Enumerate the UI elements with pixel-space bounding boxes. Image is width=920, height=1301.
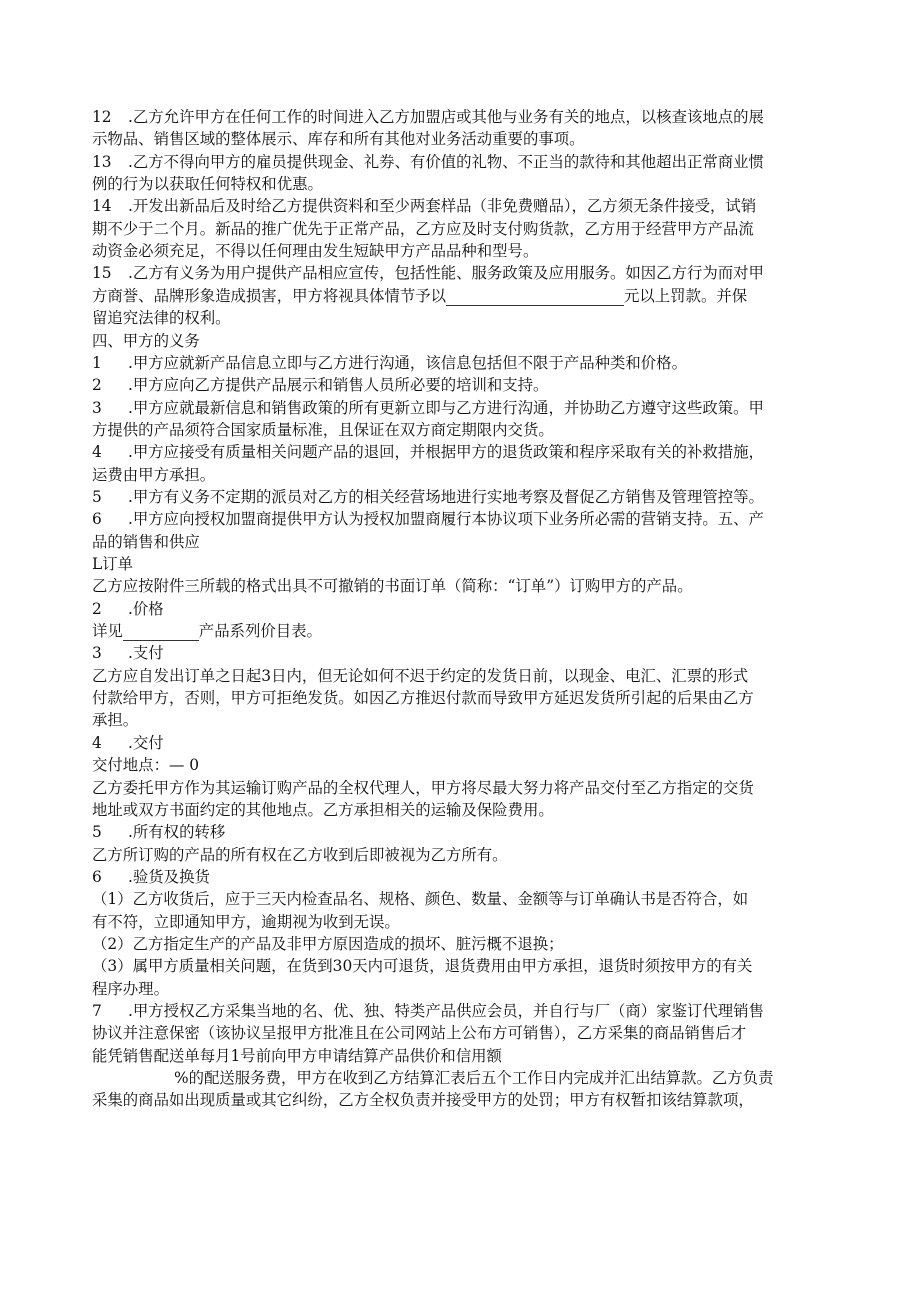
item-number: 1 [92,353,102,372]
line-text: 例的行为以获取任何特权和优惠。 [92,175,323,194]
text-line [92,219,754,239]
line-text: 交付地点：— 0 [92,756,200,775]
text-line [92,755,199,775]
line-text: .支付 [128,644,164,663]
line-text: 乙方应按附件三所载的格式出具不可撤销的书面订单（简称：“订单”）订购甲方的产品。 [92,577,693,596]
text-line [92,666,748,686]
text-line [92,979,169,999]
line-text: 动资金必须充足，不得以任何理由发生短缺甲方产品品种和型号。 [92,242,539,261]
text-line [92,129,585,149]
line-text: 品的销售和供应 [92,532,200,551]
text-line [92,465,215,485]
text-line [92,263,764,283]
line-text: 有不符，立即通知甲方，逾期视为收到无误。 [92,912,400,931]
line-text: .甲方应就新产品信息立即与乙方进行沟通，该信息包括但不限于产品种类和价格。 [128,353,687,372]
text-line [92,934,564,954]
item-number: 3 [92,398,102,417]
line-text: .乙方允许甲方在任何工作的时间进入乙方加盟店或其他与业务有关的地点，以核查该地点的展 [128,108,764,126]
line-text: 示物品、销售区域的整体展示、库存和所有其他对业务活动重要的事项。 [92,130,585,149]
line-text: （2）乙方指定生产的产品及非甲方原因造成的损坏、脏污概不退换； [92,934,564,953]
line-text: 方商誉、品牌形象造成损害，甲方将视具体情节予以 [92,286,446,305]
line-text: 程序办理。 [92,979,169,998]
line-text: 期不少于二个月。新品的推广优先于正常产品，乙方应及时支付购货款，乙方用于经营甲方产品流 [92,219,754,238]
line-text: %的配送服务费，甲方在收到乙方结算汇表后五个工作日内完成并汇出结算款。乙方负责 [174,1069,774,1088]
text-line [92,532,200,552]
item-number: 2 [92,599,102,618]
text-line [92,710,138,730]
line-text: .所有权的转移 [128,823,226,842]
item-number: 12 [92,108,112,126]
line-text: .开发出新品后及时给乙方提供资料和至少两套样品（非免费赠品），乙方须无条件接受，试销 [128,197,757,216]
text-line [92,800,554,820]
text-line [92,286,747,306]
text-line [92,778,754,798]
line-text: 付款给甲方，否则，甲方可拒绝发货。如因乙方推迟付款而导致甲方延迟发货所引起的后果由乙方 [92,689,754,708]
line-text: 能凭销售配送单每月1号前向甲方申请结算产品供价和信用额 [92,1046,502,1065]
line-text: （1）乙方收货后，应于三天内检查品名、规格、颜色、数量、金额等与订单确认书是否符合，如 [92,890,749,909]
text-line [92,867,210,887]
line-text-after-blank: 元以上罚款。并保 [624,286,748,305]
line-text: 方提供的产品须符合国家质量标准，且保证在双方商定期限内交货。 [92,420,554,439]
line-text: （3）属甲方质量相关问题，在货到30天内可退货，退货费用由甲方承担，退货时须按甲方的有关 [92,957,753,976]
text-line [92,912,400,932]
text-line [92,308,231,328]
item-number: 2 [92,376,102,395]
text-line [92,643,164,663]
text-line [92,420,554,440]
text-line [92,599,164,619]
line-text: 详见 [92,622,123,641]
line-text: .乙方有义务为用户提供产品相应宣传，包括性能、服务政策及应用服务。如因乙方行为而对甲 [128,264,764,283]
text-line [92,174,323,194]
line-text: .甲方应向乙方提供产品展示和销售人员所必要的培训和支持。 [128,376,549,395]
line-text: 承担。 [92,711,139,730]
text-line [92,822,225,842]
item-number: 5 [92,823,102,842]
item-number: 4 [92,443,102,462]
text-line [92,353,687,373]
text-line [92,509,764,529]
fill-in-blank [123,624,199,641]
text-line [92,398,764,418]
text-line [92,1023,746,1043]
line-text: 地址或双方书面约定的其他地点。乙方承担相关的运输及保险费用。 [92,800,554,819]
line-text-after-blank: 产品系列价目表。 [198,622,322,641]
text-line [92,576,693,596]
line-text: L订单 [92,555,134,573]
line-text: 四、甲方的义务 [92,331,200,350]
line-text: 运费由甲方承担。 [92,465,216,484]
line-text: 乙方委托甲方作为其运输订购产品的全权代理人，甲方将尽最大努力将产品交付至乙方指定的交货 [92,778,754,797]
line-text: .验货及换货 [128,867,210,886]
line-text: .甲方应向授权加盟商提供甲方认为授权加盟商履行本协议项下业务所必需的营销支持。五、产 [128,510,764,529]
text-line [92,956,752,976]
line-text: .甲方授权乙方采集当地的名、优、独、特类产品供应会员，并自行与厂（商）家鉴订代理销售 [128,1002,764,1020]
text-line [174,1068,773,1088]
text-line [92,889,748,909]
item-number: 5 [92,487,102,506]
text-line [92,375,548,395]
line-text: 乙方所订购的产品的所有权在乙方收到后即被视为乙方所有。 [92,845,508,864]
text-line [92,554,133,574]
text-line [92,688,754,708]
item-number: 14 [92,197,112,216]
line-text: .甲方有义务不定期的派员对乙方的相关经营场地进行实地考察及督促乙方销售及管理管控等。 [128,487,764,506]
line-text: .交付 [128,733,164,752]
text-line [92,152,764,172]
text-line [92,1001,764,1021]
line-text: 留追究法律的权利。 [92,309,231,328]
text-line [92,487,764,507]
text-line [92,196,756,216]
line-text: .乙方不得向甲方的雇员提供现金、礼券、有价值的礼物、不正当的款待和其他超出正常商业惯 [128,152,764,171]
line-text: .甲方应就最新信息和销售政策的所有更新立即与乙方进行沟通，并协助乙方遵守这些政策。甲 [128,398,764,417]
item-number: 6 [92,867,102,886]
item-number: 4 [92,733,102,752]
text-line [92,442,764,462]
text-line [92,733,164,753]
text-line [92,845,508,865]
item-number: 13 [92,152,112,171]
item-number: 15 [92,264,112,283]
item-number: 6 [92,510,102,529]
line-text: .甲方应接受有质量相关问题产品的退回，并根据甲方的退货政策和程序采取有关的补救措施， [128,443,764,462]
text-line [92,241,538,261]
line-text: 乙方应自发出订单之日起3日内，但无论如何不迟于约定的发货日前，以现金、电汇、汇票的形式 [92,666,749,685]
text-line [92,331,200,351]
fill-in-blank [446,289,624,306]
text-line [92,1090,754,1110]
text-line [92,1046,502,1066]
text-line [92,621,322,641]
item-number: 3 [92,644,102,663]
line-text: 采集的商品如出现质量或其它纠纷，乙方全权负责并接受甲方的处罚；甲方有权暂扣该结算款项， [92,1091,754,1110]
line-text: .价格 [128,599,164,618]
line-text: 协议并注意保密（该协议呈报甲方批准且在公司网站上公布方可销售），乙方采集的商品销售后才 [92,1024,747,1043]
item-number: 7 [92,1002,102,1020]
text-line [92,107,764,127]
